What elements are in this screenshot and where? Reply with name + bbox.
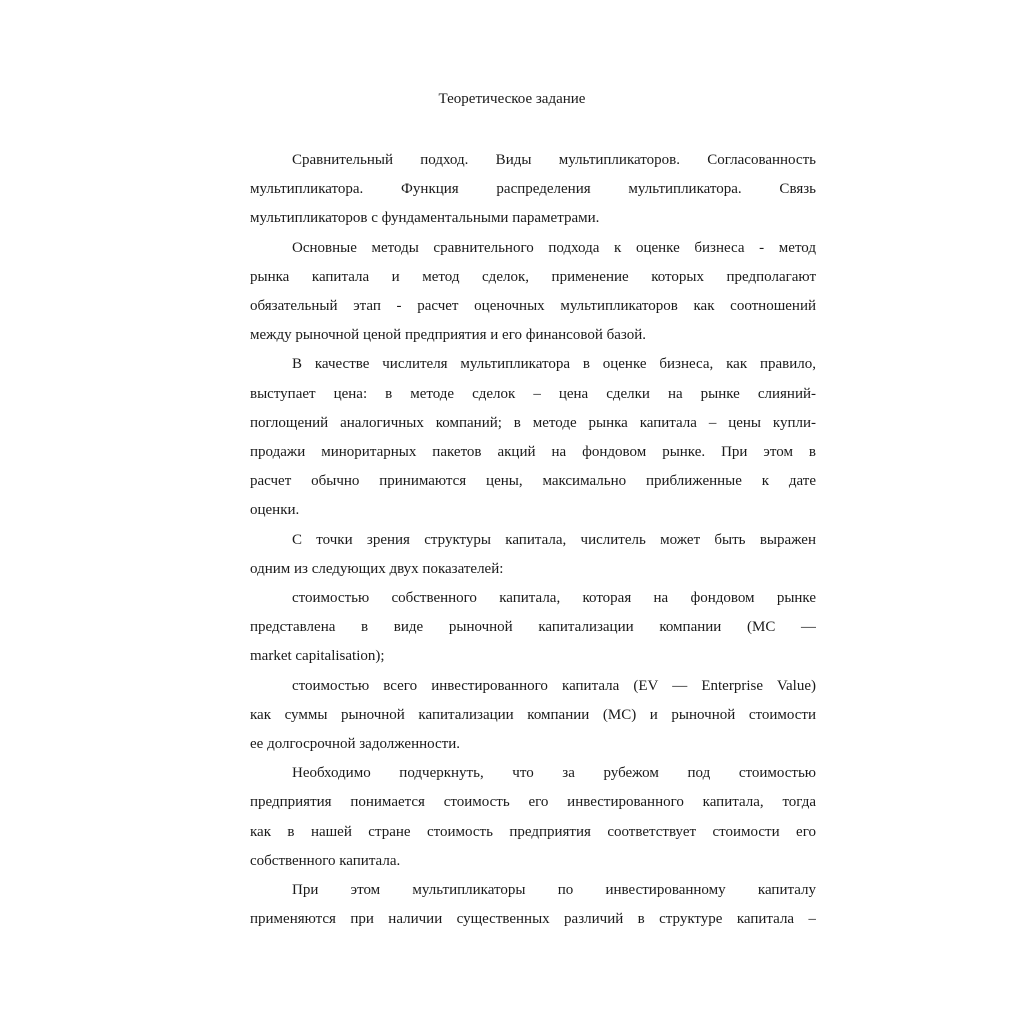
document-body [250,146,816,934]
text-line: представлена в виде рыночной капитализации компании (МС — [250,619,816,636]
text-line: выступает цена: в методе сделок – цена сделки на рынке слияний- [250,385,816,402]
paragraph [250,876,816,934]
text-line: Необходимо подчеркнуть, что за рубежом под стоимостью [292,765,816,782]
text-line: Сравнительный подход. Виды мультипликаторов. Согласованность [292,152,816,168]
text-line: стоимостью всего инвестированного капитала (EV — Enterprise Value) [292,677,816,694]
text-line: оценки. [250,502,300,519]
text-line: При этом мультипликаторы по инвестированному капиталу [292,882,816,899]
text-line: собственного капитала. [250,852,401,869]
text-line: мультипликаторов с фундаментальными параметрами. [250,210,600,227]
text-line: В качестве числителя мультипликатора в оценке бизнеса, как правило, [292,356,816,373]
text-line: как суммы рыночной капитализации компании (МС) и рыночной стоимости [250,706,816,723]
paragraph [250,234,816,351]
document-title: Теоретическое задание [438,91,586,107]
text-line: мультипликатора. Функция распределения мультипликатора. Связь [250,181,816,198]
text-line: С точки зрения структуры капитала, числитель может быть выражен [292,531,816,548]
paragraph [250,672,816,760]
text-line: продажи миноритарных пакетов акций на фондовом рынке. При этом в [250,444,816,461]
text-line: расчет обычно принимаются цены, максимально приближенные к дате [250,473,816,490]
text-line: market capitalisation); [250,648,385,665]
paragraph [250,526,816,584]
text-line: Основные методы сравнительного подхода к оценке бизнеса - метод [292,239,816,256]
text-line: одним из следующих двух показателей: [250,560,504,577]
text-line: поглощений аналогичных компаний; в методе рынка капитала – цены купли- [250,414,816,431]
text-line: между рыночной ценой предприятия и его финансовой базой. [250,327,646,344]
paragraph [250,350,816,525]
paragraph [250,759,816,876]
text-line: применяются при наличии существенных различий в структуре капитала – [250,911,816,928]
paragraph [250,146,816,234]
text-line: ее долгосрочной задолженности. [250,736,460,753]
text-line: как в нашей стране стоимость предприятия соответствует стоимости его [250,823,816,840]
text-line: рынка капитала и метод сделок, применение которых предполагают [250,268,816,285]
text-line: обязательный этап - расчет оценочных мультипликаторов как соотношений [250,298,816,315]
paragraph [250,584,816,672]
text-line: предприятия понимается стоимость его инвестированного капитала, тогда [250,794,816,811]
text-line: стоимостью собственного капитала, которая на фондовом рынке [292,590,816,607]
